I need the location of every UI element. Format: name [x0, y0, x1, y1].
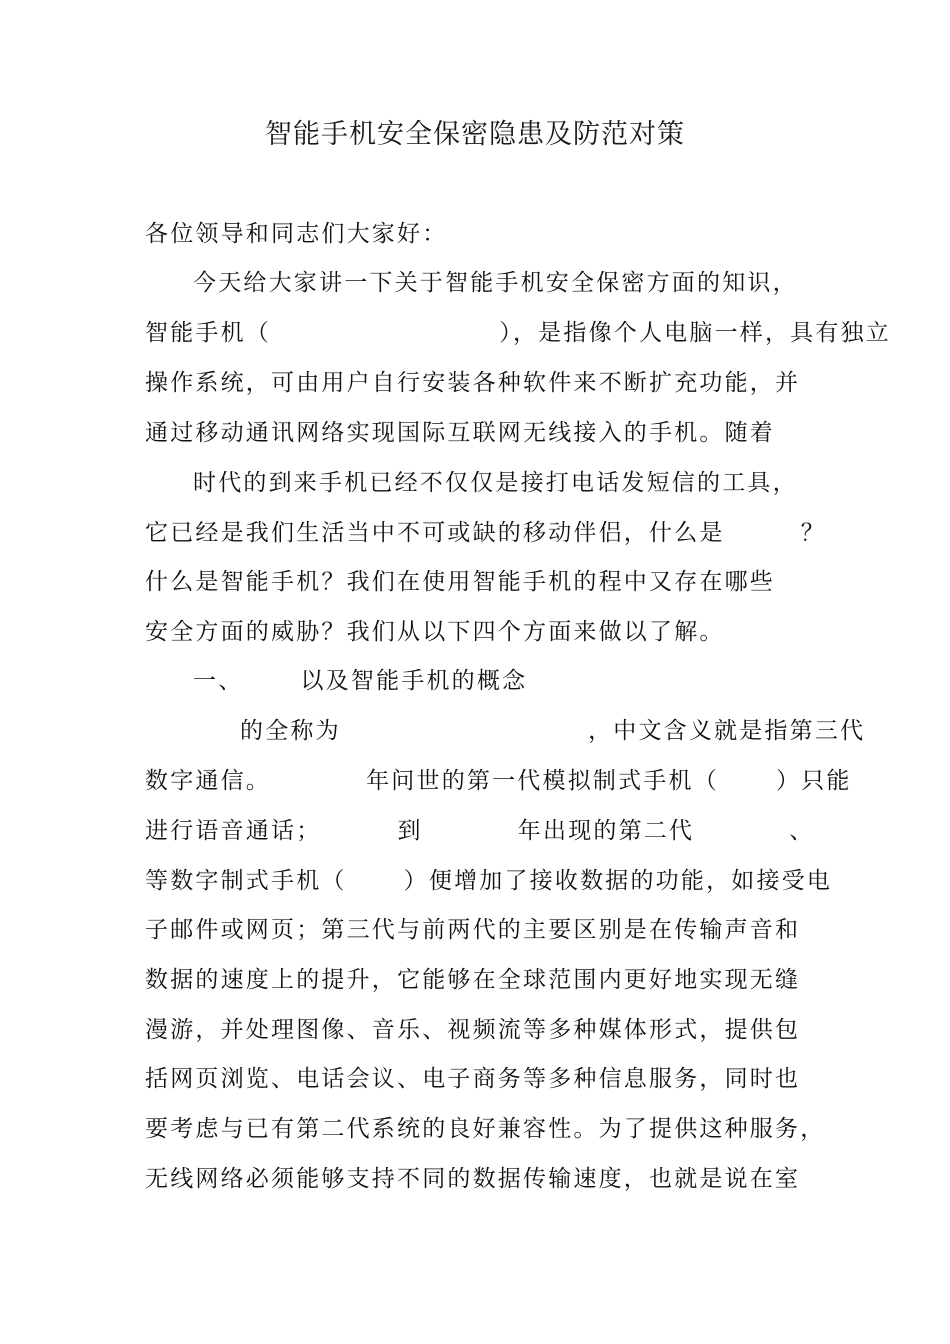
text-line: 子邮件或网页；第三代与前两代的主要区别是在传输声音和 — [145, 917, 801, 943]
text-line: 通过移动通讯网络实现国际互联网无线接入的手机。随着 — [145, 420, 775, 446]
text-line: 数字通信。 年问世的第一代模拟制式手机（ ）只能 — [145, 768, 852, 794]
text-line: 的全称为 ，中文含义就是指第三代 — [240, 718, 866, 744]
section-heading: 一、 以及智能手机的概念 — [193, 668, 528, 694]
text-line: 要考虑与已有第二代系统的良好兼容性。为了提供这种服务， — [145, 1116, 826, 1142]
text-line-greeting: 各位领导和同志们大家好： — [145, 221, 448, 247]
text-line: 进行语音通话； 到 年出现的第二代 、 — [145, 818, 815, 844]
text-line: 安全方面的威胁？我们从以下四个方面来做以了解。 — [145, 619, 725, 645]
text-line: 它已经是我们生活当中不可或缺的移动伴侣，什么是 ？ — [145, 520, 826, 546]
text-line: 无线网络必须能够支持不同的数据传输速度，也就是说在室 — [145, 1166, 801, 1192]
text-line: 等数字制式手机（ ）便增加了接收数据的功能，如接受电 — [145, 868, 833, 894]
text-line: 括网页浏览、电话会议、电子商务等多种信息服务，同时也 — [145, 1066, 801, 1092]
text-line: 数据的速度上的提升，它能够在全球范围内更好地实现无缝 — [145, 967, 801, 993]
text-line: 时代的到来手机已经不仅仅是接打电话发短信的工具， — [193, 470, 798, 496]
text-line: 操作系统，可由用户自行安装各种软件来不断扩充功能，并 — [145, 370, 801, 396]
text-line: 什么是智能手机？我们在使用智能手机的程中又存在哪些 — [145, 569, 775, 595]
text-line: 今天给大家讲一下关于智能手机安全保密方面的知识， — [193, 270, 798, 296]
text-line: 漫游，并处理图像、音乐、视频流等多种媒体形式，提供包 — [145, 1017, 801, 1043]
text-line: 智能手机（ ），是指像个人电脑一样，具有独立 — [145, 320, 891, 346]
document-title: 智能手机安全保密隐患及防范对策 — [265, 119, 685, 150]
